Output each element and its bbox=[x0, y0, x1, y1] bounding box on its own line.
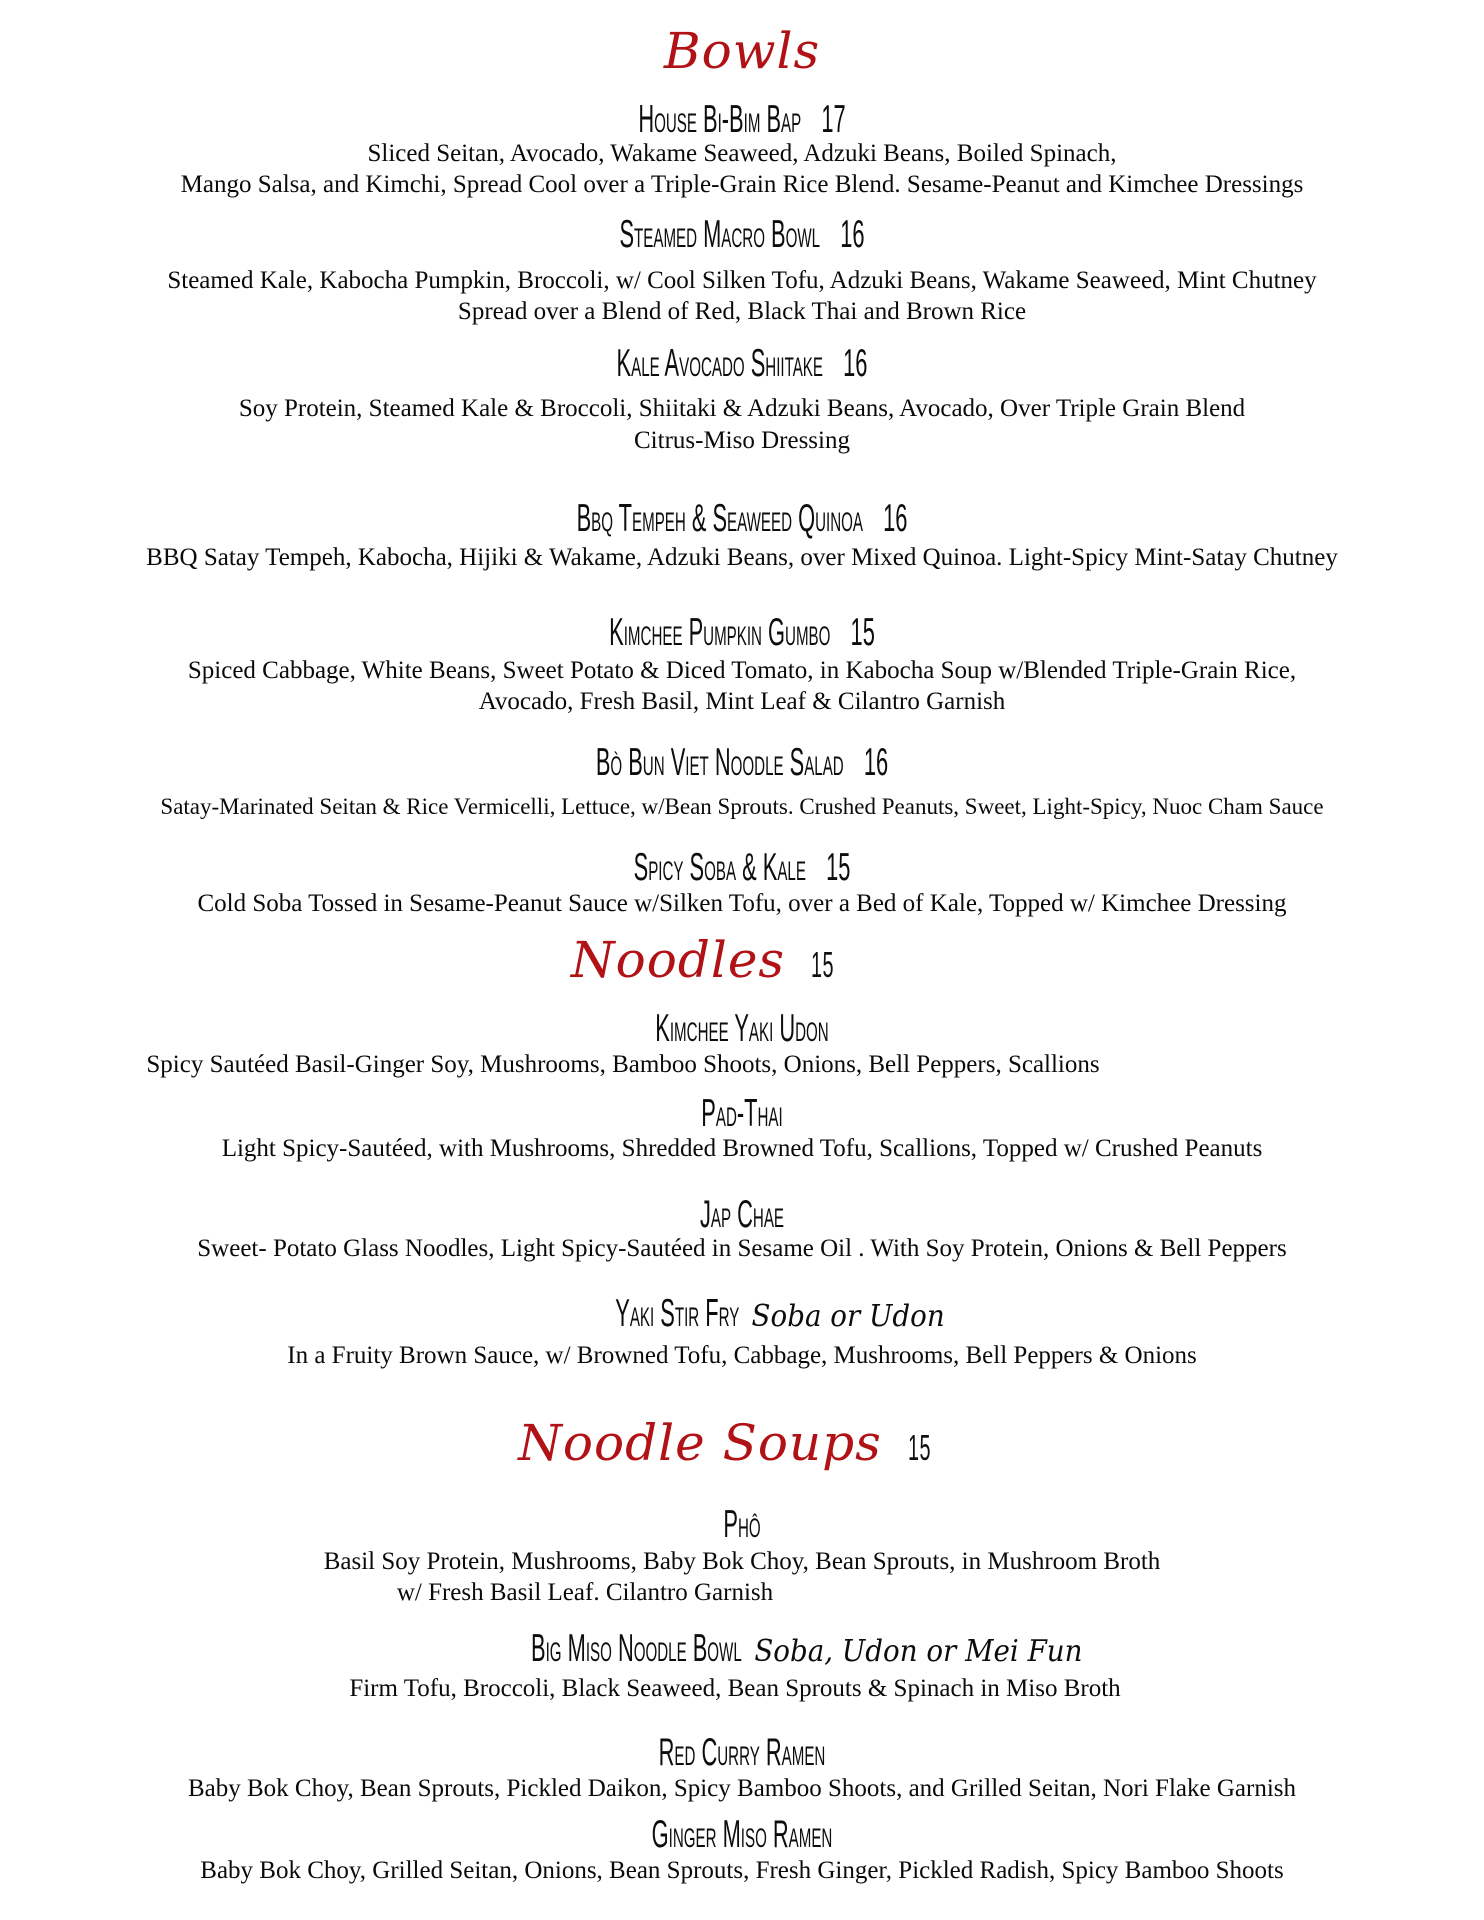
item-name-stir-fry bbox=[326, 1292, 1157, 1336]
item-title: House Bi-Bim Bap bbox=[638, 98, 802, 141]
item-description: Avocado, Fresh Basil, Mint Leaf & Cilantro Garnish bbox=[478, 688, 1006, 715]
item-name-gumbo bbox=[326, 611, 1157, 655]
item-description: Firm Tofu, Broccoli, Black Seaweed, Bean Sprouts & Spinach in Miso Broth bbox=[349, 1675, 1121, 1702]
item-name-soba-kale bbox=[326, 846, 1157, 890]
item-title: Kale Avocado Shiitake bbox=[616, 342, 823, 385]
item-description: Baby Bok Choy, Bean Sprouts, Pickled Daikon, Spicy Bamboo Shoots, and Grilled Seitan, Nori Flake Garnish bbox=[187, 1775, 1296, 1802]
item-name-pad-thai bbox=[326, 1092, 1157, 1136]
item-name-pho bbox=[326, 1503, 1157, 1547]
item-description: Light Spicy-Sautéed, with Mushrooms, Shredded Browned Tofu, Scallions, Topped w/ Crushed Peanuts bbox=[221, 1135, 1263, 1162]
item-description: In a Fruity Brown Sauce, w/ Browned Tofu, Cabbage, Mushrooms, Bell Peppers & Onions bbox=[287, 1342, 1197, 1369]
item-title: Yaki Stir Fry bbox=[615, 1292, 740, 1335]
item-description: Spiced Cabbage, White Beans, Sweet Potato & Diced Tomato, in Kabocha Soup w/Blended Triple-Grain Rice, bbox=[187, 657, 1297, 684]
item-price: 15 bbox=[850, 611, 875, 654]
item-price: 17 bbox=[821, 98, 846, 141]
item-name-red-curry bbox=[326, 1731, 1157, 1775]
item-title: Ginger Miso Ramen bbox=[651, 1813, 833, 1856]
item-title: Red Curry Ramen bbox=[658, 1731, 826, 1774]
item-price: 16 bbox=[883, 497, 908, 540]
item-option: Soba, Udon or Mei Fun bbox=[754, 1634, 1083, 1669]
item-price: 16 bbox=[843, 342, 868, 385]
item-option: Soba or Udon bbox=[751, 1299, 945, 1334]
item-price: 15 bbox=[826, 846, 851, 889]
item-price: 16 bbox=[863, 741, 889, 784]
item-name-bo-bun bbox=[326, 741, 1157, 785]
item-name-bibimbap bbox=[326, 98, 1157, 142]
item-description: Sweet- Potato Glass Noodles, Light Spicy-Sautéed in Sesame Oil . With Soy Protein, Onions & Bell Peppers bbox=[197, 1235, 1287, 1262]
section-title-text: Bowls bbox=[663, 22, 821, 80]
item-name-jap-chae bbox=[326, 1193, 1157, 1237]
item-title: Phô bbox=[723, 1503, 761, 1546]
section-title-text: Noodle Soups bbox=[518, 1414, 882, 1472]
item-description: Baby Bok Choy, Grilled Seitan, Onions, Bean Sprouts, Fresh Ginger, Pickled Radish, Spicy Bamboo Shoots bbox=[200, 1857, 1284, 1884]
item-title: Jap Chae bbox=[699, 1193, 785, 1236]
item-description: Spicy Sautéed Basil-Ginger Soy, Mushrooms, Bamboo Shoots, Onions, Bell Peppers, Scallions bbox=[146, 1051, 1100, 1078]
item-title: Steamed Macro Bowl bbox=[619, 213, 821, 256]
item-description: BBQ Satay Tempeh, Kabocha, Hijiki & Wakame, Adzuki Beans, over Mixed Quinoa. Light-Spicy Mint-Satay Chutney bbox=[146, 544, 1338, 571]
item-name-miso-bowl bbox=[326, 1627, 1157, 1671]
item-description: w/ Fresh Basil Leaf. Cilantro Garnish bbox=[396, 1579, 774, 1606]
section-title-noodles bbox=[0, 931, 1454, 989]
section-title-noodle-soups bbox=[0, 1414, 1476, 1472]
section-price: 15 bbox=[811, 944, 835, 985]
item-description: Basil Soy Protein, Mushrooms, Baby Bok Choy, Bean Sprouts, in Mushroom Broth bbox=[323, 1548, 1161, 1575]
item-description: Mango Salsa, and Kimchi, Spread Cool over a Triple-Grain Rice Blend. Sesame-Peanut and Kimchee Dressings bbox=[180, 171, 1304, 198]
item-title: Big Miso Noodle Bowl bbox=[531, 1627, 742, 1670]
section-title-bowls bbox=[0, 22, 1484, 80]
section-price: 15 bbox=[907, 1427, 931, 1468]
item-description: Cold Soba Tossed in Sesame-Peanut Sauce w/Silken Tofu, over a Bed of Kale, Topped w/ Kimchee Dressing bbox=[197, 890, 1287, 917]
item-title: Kimchee Yaki Udon bbox=[655, 1007, 829, 1050]
section-title-text: Noodles bbox=[570, 931, 786, 989]
item-name-macro bbox=[326, 213, 1157, 257]
item-name-yaki-udon bbox=[326, 1007, 1157, 1051]
item-name-kale-avocado bbox=[326, 342, 1157, 386]
item-title: Kimchee Pumpkin Gumbo bbox=[609, 611, 831, 654]
item-description: Satay-Marinated Seitan & Rice Vermicelli, Lettuce, w/Bean Sprouts. Crushed Peanuts, Sweet, Light-Spicy, Nuoc Cham Sauce bbox=[160, 794, 1324, 819]
item-title: Bò Bun Viet Noodle Salad bbox=[595, 741, 844, 784]
item-description: Spread over a Blend of Red, Black Thai and Brown Rice bbox=[457, 298, 1027, 325]
item-name-ginger-miso bbox=[326, 1813, 1157, 1857]
item-price: 16 bbox=[840, 213, 865, 256]
item-description: Sliced Seitan, Avocado, Wakame Seaweed, Adzuki Beans, Boiled Spinach, bbox=[367, 140, 1117, 167]
item-description: Citrus-Miso Dressing bbox=[634, 427, 850, 454]
item-title: Pad-Thai bbox=[701, 1092, 783, 1135]
item-title: Spicy Soba & Kale bbox=[633, 846, 806, 889]
item-title: Bbq Tempeh & Seaweed Quinoa bbox=[576, 497, 863, 540]
item-description: Soy Protein, Steamed Kale & Broccoli, Shiitaki & Adzuki Beans, Avocado, Over Triple Grain Blend bbox=[238, 395, 1246, 422]
item-name-tempeh bbox=[326, 497, 1157, 541]
item-description: Steamed Kale, Kabocha Pumpkin, Broccoli, w/ Cool Silken Tofu, Adzuki Beans, Wakame Seaweed, Mint Chutney bbox=[167, 267, 1317, 294]
